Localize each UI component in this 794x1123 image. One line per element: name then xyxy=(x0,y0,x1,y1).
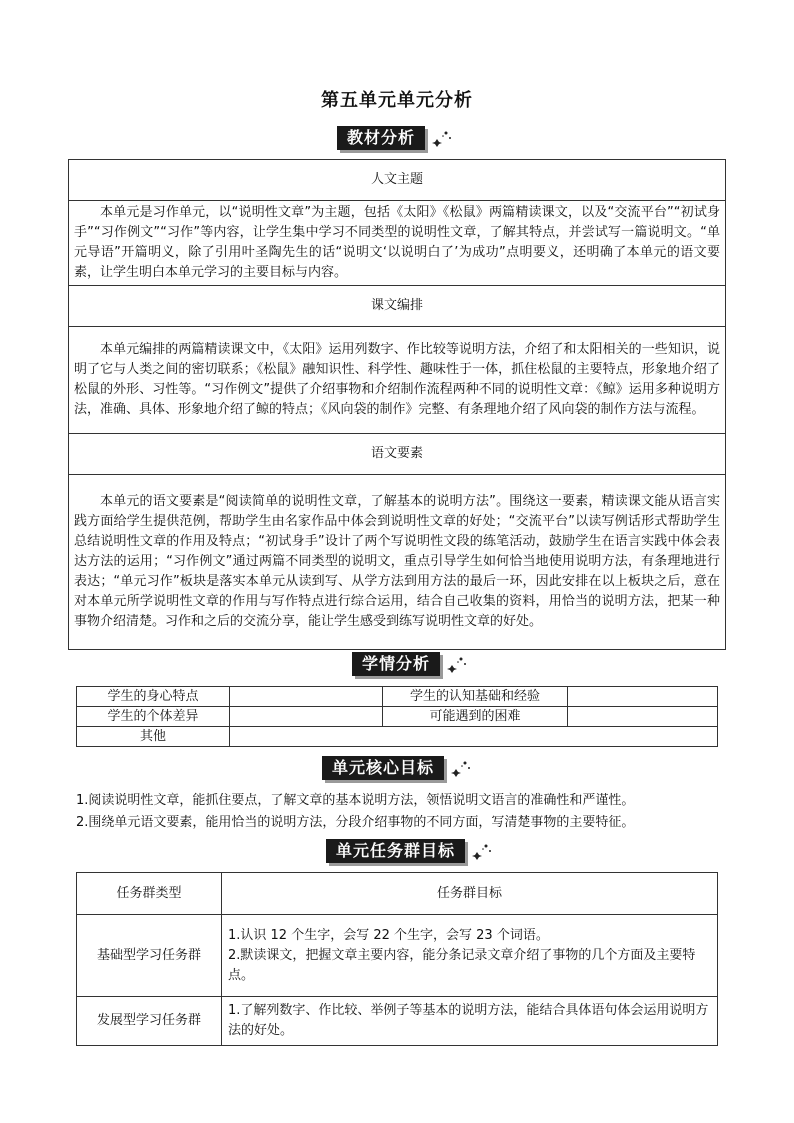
task-type-basic: 基础型学习任务群 xyxy=(77,915,222,997)
table-head-type: 任务群类型 xyxy=(77,873,222,915)
task-type-developmental: 发展型学习任务群 xyxy=(77,997,222,1046)
section-title: 单元任务群目标 xyxy=(326,839,465,863)
task-goal-basic xyxy=(222,915,718,997)
section-banner-task-goals xyxy=(326,839,495,863)
theme-text: 本单元是习作单元，以“说明性文章”为主题，包括《太阳》《松鼠》两篇精读课文，以及“交流平台”“初试身手”“习作例文”“习作”等内容，让学生集中学习不同类型的说明性文章，了解其特点，并尝试写一篇说明文。“单元导语”开篇明义，除了引用叶圣陶先生的话“说明文‘以说明白了’为成功”点明要义，还明确了本单元的语文要素，让学生明白本单元学习的主要目标与内容。 xyxy=(69,201,726,286)
cell-label: 学生的身心特点 xyxy=(77,687,230,707)
section-title: 学情分析 xyxy=(352,652,440,676)
sparkle-icon xyxy=(444,651,470,677)
task-goal-developmental xyxy=(222,997,718,1046)
core-goal-item: 2.围绕单元语文要素，能用恰当的说明方法，分段介绍事物的不同方面，写清楚事物的主要特征。 xyxy=(76,815,635,830)
table-head-goal: 任务群目标 xyxy=(222,873,718,915)
cell-value xyxy=(568,707,718,727)
cell-value xyxy=(230,707,383,727)
section-title: 单元核心目标 xyxy=(322,756,444,780)
cell-label: 学生的认知基础和经验 xyxy=(383,687,568,707)
sparkle-icon xyxy=(429,125,455,151)
section-title: 教材分析 xyxy=(337,126,425,150)
table-head-arrange: 课文编排 xyxy=(69,286,726,327)
section-banner-student xyxy=(352,652,470,676)
table-head-element: 语文要素 xyxy=(69,434,726,475)
sparkle-icon xyxy=(469,838,495,864)
page-title: 第五单元单元分析 xyxy=(321,90,473,111)
cell-value xyxy=(230,687,383,707)
section-banner-textbook xyxy=(337,126,455,150)
cell-label: 其他 xyxy=(77,727,230,747)
table-head-theme: 人文主题 xyxy=(69,160,726,201)
sparkle-icon xyxy=(448,755,474,781)
task-goal-item: 1.认识 12 个生字，会写 22 个生字，会写 23 个词语。 xyxy=(228,927,549,943)
task-goals-table xyxy=(76,872,718,1046)
arrange-text: 本单元编排的两篇精读课文中，《太阳》运用列数字、作比较等说明方法，介绍了和太阳相关的一些知识，说明了它与人类之间的密切联系；《松鼠》融知识性、科学性、趣味性于一体，抓住松鼠的主要特点，形象地介绍了松鼠的外形、习性等。“习作例文”提供了介绍事物和介绍制作流程两种不同的说明性文章：《鲸》运用多种说明方法，准确、具体、形象地介绍了鲸的特点；《风向袋的制作》完整、有条理地介绍了风向袋的制作方法与流程。 xyxy=(69,327,726,434)
student-analysis-table xyxy=(76,686,718,747)
cell-label: 学生的个体差异 xyxy=(77,707,230,727)
section-banner-core-goals xyxy=(322,756,474,780)
cell-label: 可能遇到的困难 xyxy=(383,707,568,727)
element-text: 本单元的语文要素是“阅读简单的说明性文章，了解基本的说明方法”。围绕这一要素，精读课文能从语言实践方面给学生提供范例，帮助学生由名家作品中体会到说明性文章的好处；“交流平台”以读写例话形式帮助学生总结说明性文章的作用及特点；“初试身手”设计了两个写说明性文段的练笔活动，鼓励学生在语言实践中体会表达方法的运用；“习作例文”通过两篇不同类型的说明文，重点引导学生如何恰当地使用说明方法，有条理地进行表达；“单元习作”板块是落实本单元从读到写、从学方法到用方法的最后一环，因此安排在以上板块之后，意在对本单元所学说明性文章的作用与写作特点进行综合运用，结合自己收集的资料，用恰当的说明方法，把某一种事物介绍清楚。习作和之后的交流分享，能让学生感受到练写说明性文章的好处。 xyxy=(69,475,726,650)
cell-value xyxy=(230,727,718,747)
textbook-analysis-table xyxy=(68,159,726,650)
task-goal-item: 2.默读课文，把握文章主要内容，能分条记录文章介绍了事物的几个方面及主要特点。 xyxy=(228,947,696,983)
task-goal-item: 1.了解列数字、作比较、举例子等基本的说明方法，能结合具体语句体会运用说明方法的好处。 xyxy=(228,1003,709,1038)
cell-value xyxy=(568,687,718,707)
core-goals-list xyxy=(76,790,634,834)
core-goal-item: 1.阅读说明性文章，能抓住要点，了解文章的基本说明方法，领悟说明文语言的准确性和严谨性。 xyxy=(76,793,635,808)
